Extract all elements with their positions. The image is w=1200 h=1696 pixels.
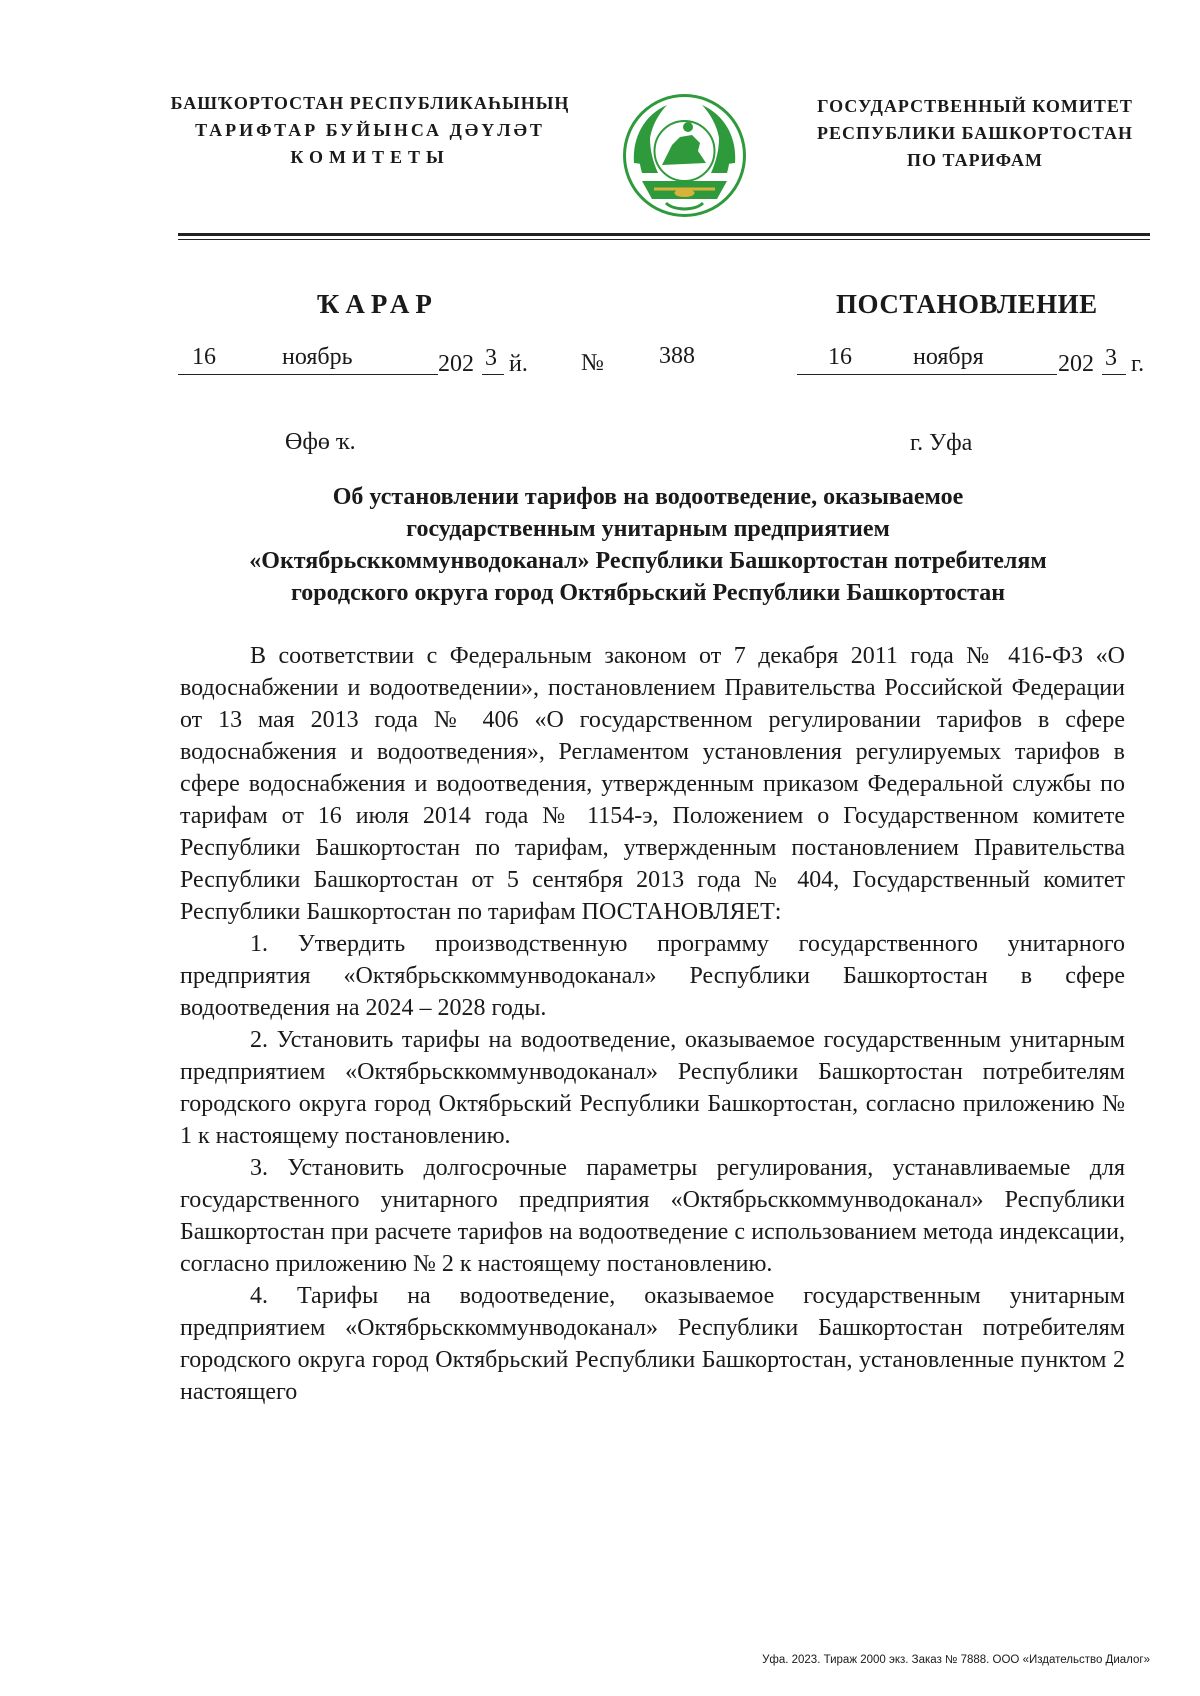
date-bashkir-year-prefix: 202 xyxy=(438,351,474,377)
date-russian-year-digit: 3 xyxy=(1105,345,1117,371)
header-rule-thick xyxy=(178,233,1150,236)
paragraph-item-3: 3. Установить долгосрочные параметры регулирования, устанавливаемые для государственного унитарного предприятия «Октябрьсккоммунводоканал» Республики Башкортостан при расчете тарифов на водоотведение с использованием метода индексации, согласно приложению № 2 к настоящему постановлению. xyxy=(180,1155,1125,1277)
place-russian: г. Уфа xyxy=(910,430,973,456)
header-rule-thin xyxy=(178,239,1150,240)
title-line-4: городского округа город Октябрьский Республики Башкортостан xyxy=(290,580,1006,606)
date-russian-year-underline xyxy=(1102,374,1126,375)
number-value: 388 xyxy=(659,343,695,369)
header-left-line-2: ТАРИФТАР БУЙЫНСА ДӘҮЛӘТ xyxy=(195,120,545,140)
number-sign: № xyxy=(581,350,604,376)
header-right-line-2: РЕСПУБЛИКИ БАШКОРТОСТАН xyxy=(817,123,1133,143)
date-russian-month: ноября xyxy=(913,344,984,370)
doc-type-bashkir: ҠАРАР xyxy=(317,289,438,319)
date-bashkir-year-digit: 3 xyxy=(485,345,497,371)
date-bashkir-suffix: й. xyxy=(509,351,528,377)
place-bashkir: Өфө ҡ. xyxy=(285,429,356,455)
header-left-bashkir xyxy=(170,90,570,171)
date-russian-suffix: г. xyxy=(1131,351,1145,377)
date-bashkir-month: ноябрь xyxy=(282,344,353,370)
paragraph-item-4: 4. Тарифы на водоотведение, оказываемое государственным унитарным предприятием «Октябрьсккоммунводоканал» Республики Башкортостан потребителям городского округа город Октябрьский Республики Башкортостан, установленные пунктом 2 настоящего xyxy=(180,1283,1125,1405)
header-right-line-3: ПО ТАРИФАМ xyxy=(907,150,1043,170)
doc-type-russian: ПОСТАНОВЛЕНИЕ xyxy=(836,289,1098,319)
title-line-3: «Октябрьсккоммунводоканал» Республики Башкортостан потребителям xyxy=(249,548,1047,574)
emblem-icon xyxy=(622,93,747,218)
date-bashkir-underline xyxy=(178,374,438,375)
print-footer: Уфа. 2023. Тираж 2000 экз. Заказ № 7888. ООО «Издательство Диалог» xyxy=(762,1654,1150,1666)
header-right-line-1: ГОСУДАРСТВЕННЫЙ КОМИТЕТ xyxy=(817,96,1133,116)
header-left-line-3: КОМИТЕТЫ xyxy=(290,147,450,167)
date-bashkir-day: 16 xyxy=(192,344,216,370)
date-bashkir-year-underline xyxy=(482,374,504,375)
date-russian-year-prefix: 202 xyxy=(1058,351,1094,377)
title-line-1: Об установлении тарифов на водоотведение, оказываемое xyxy=(332,484,964,510)
header-right-russian xyxy=(790,93,1160,174)
date-russian-underline xyxy=(797,374,1057,375)
title-line-2: государственным унитарным предприятием xyxy=(406,516,890,542)
paragraph-preamble: В соответствии с Федеральным законом от 7 декабря 2011 года № 416-ФЗ «О водоснабжении и водоотведении», постановлением Правительства Российской Федерации от 13 мая 2013 года № 406 «О государственном регулировании тарифов в сфере водоснабжения и водоотведения», Регламентом установления регулируемых тарифов в сфере водоснабжения и водоотведения, утвержденным приказом Федеральной службы по тарифам от 16 июля 2014 года № 1154-э, Положением о Государственном комитете Республики Башкортостан по тарифам, утвержденным постановлением Правительства Республики Башкортостан от 5 сентября 2013 года № 404, Государственный комитет Республики Башкортостан по тарифам ПОСТАНОВЛЯЕТ: xyxy=(180,643,1125,925)
document-title xyxy=(170,481,1126,609)
paragraph-item-2: 2. Установить тарифы на водоотведение, оказываемое государственным унитарным предприятием «Октябрьсккоммунводоканал» Республики Башкортостан потребителям городского округа город Октябрьский Республики Башкортостан, согласно приложению № 1 к настоящему постановлению. xyxy=(180,1027,1125,1149)
paragraph-item-1: 1. Утвердить производственную программу государственного унитарного предприятия «Октябрьсккоммунводоканал» Республики Башкортостан в сфере водоотведения на 2024 – 2028 годы. xyxy=(180,931,1125,1021)
date-russian-day: 16 xyxy=(828,344,852,370)
document-body xyxy=(180,640,1125,1408)
header-left-line-1: БАШҠОРТОСТАН РЕСПУБЛИКАҺЫНЫҢ xyxy=(170,93,570,113)
